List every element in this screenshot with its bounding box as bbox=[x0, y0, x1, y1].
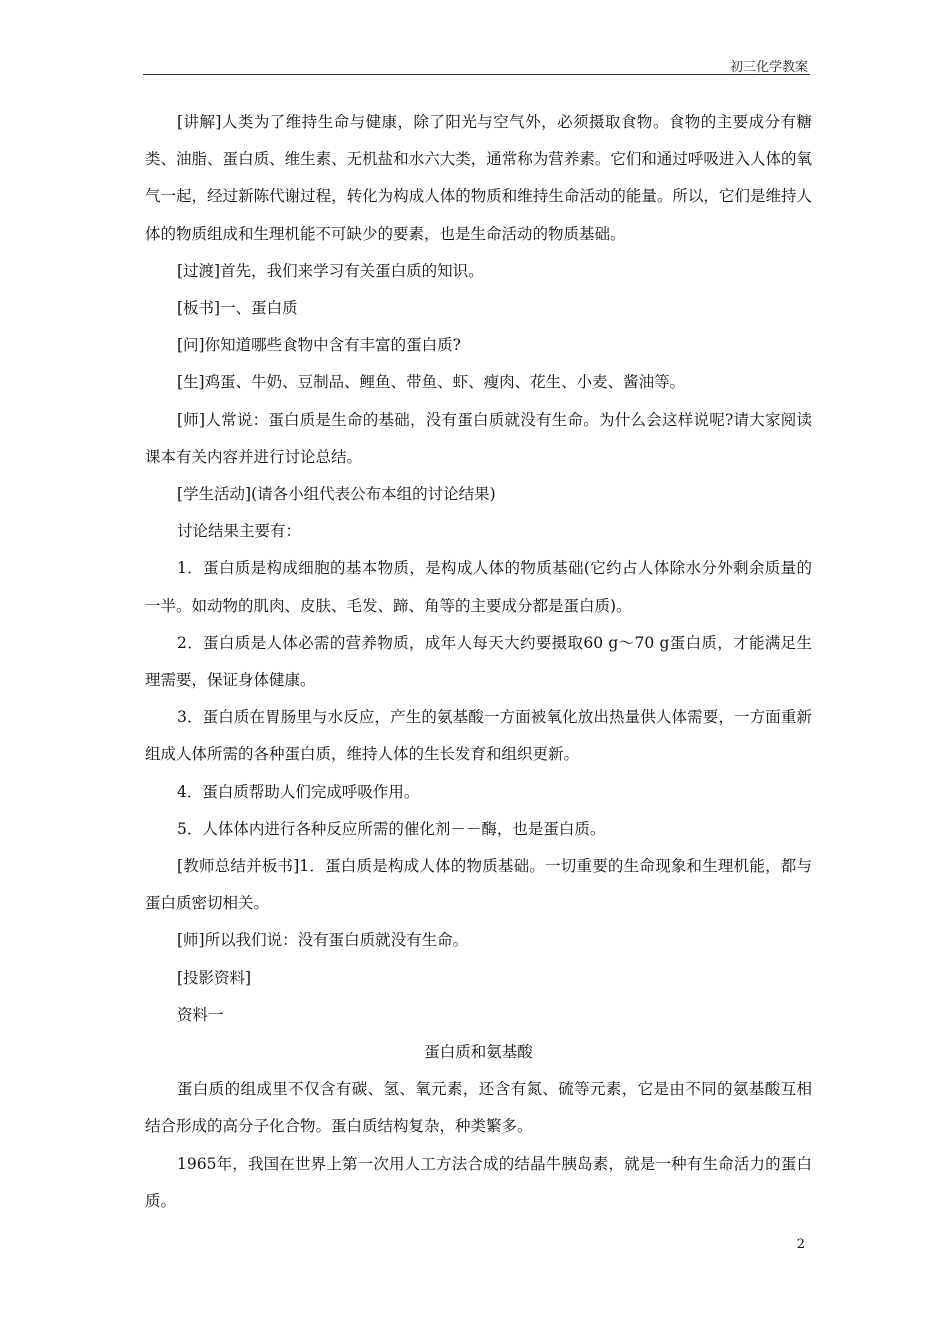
document-body bbox=[145, 104, 812, 1220]
paragraph-board-heading: [板书]一、蛋白质 bbox=[177, 299, 298, 318]
paragraph-teacher-summary: [教师总结并板书]1．蛋白质是构成人体的物质基础。一切重要的生命现象和生理机能，都与蛋白质密切相关。 bbox=[145, 857, 812, 913]
paragraph-projection: [投影资料] bbox=[177, 968, 252, 987]
paragraph-material-label: 资料一 bbox=[177, 1005, 224, 1024]
paragraph-teacher-prompt: [师]人常说：蛋白质是生命的基础，没有蛋白质就没有生命。为什么会这样说呢?请大家阅读课本有关内容并进行讨论总结。 bbox=[145, 410, 812, 466]
paragraph-material-history: 1965年，我国在世界上第一次用人工方法合成的结晶牛胰岛素，就是一种有生命活力的蛋白质。 bbox=[145, 1154, 812, 1210]
list-item-2: 2．蛋白质是人体必需的营养物质，成年人每天大约要摄取60 g～70 g蛋白质，才能满足生理需要，保证身体健康。 bbox=[145, 633, 812, 690]
page-number: 2 bbox=[796, 1237, 805, 1252]
paragraph-transition: [过渡]首先，我们来学习有关蛋白质的知识。 bbox=[177, 261, 484, 280]
list-item-4: 4．蛋白质帮助人们完成呼吸作用。 bbox=[177, 782, 420, 801]
paragraph-lecture: [讲解]人类为了维持生命与健康，除了阳光与空气外，必须摄取食物。食物的主要成分有糖类、油脂、蛋白质、维生素、无机盐和水六大类，通常称为营养素。它们和通过呼吸进入人体的氧气一起，经过新陈代谢过程，转化为构成人体的物质和维持生命活动的能量。所以，它们是维持人体的物质组成和生理机能不可缺少的要素，也是生命活动的物质基础。 bbox=[145, 113, 812, 243]
paragraph-question: [问]你知道哪些食物中含有丰富的蛋白质? bbox=[177, 336, 461, 355]
list-item-3: 3．蛋白质在胃肠里与水反应，产生的氨基酸一方面被氧化放出热量供人体需要，一方面重新组成人体所需的各种蛋白质，维持人体的生长发育和组织更新。 bbox=[145, 708, 812, 764]
paragraph-student-activity: [学生活动](请各小组代表公布本组的讨论结果) bbox=[177, 485, 496, 504]
paragraph-discussion-intro: 讨论结果主要有： bbox=[177, 522, 302, 541]
page-header-title: 初三化学教案 bbox=[729, 60, 808, 75]
paragraph-teacher-conclusion: [师]所以我们说：没有蛋白质就没有生命。 bbox=[177, 931, 469, 950]
paragraph-material-body: 蛋白质的组成里不仅含有碳、氢、氧元素，还含有氮、硫等元素，它是由不同的氨基酸互相结合形成的高分子化合物。蛋白质结构复杂，种类繁多。 bbox=[145, 1080, 812, 1136]
list-item-5: 5．人体体内进行各种反应所需的催化剂－－酶，也是蛋白质。 bbox=[177, 819, 606, 838]
paragraph-student-answer: [生]鸡蛋、牛奶、豆制品、鲤鱼、带鱼、虾、瘦肉、花生、小麦、酱油等。 bbox=[177, 373, 686, 392]
header-divider bbox=[143, 74, 810, 75]
list-item-1: 1．蛋白质是构成细胞的基本物质，是构成人体的物质基础(它约占人体除水分外剩余质量的一半。如动物的肌肉、皮肤、毛发、蹄、角等的主要成分都是蛋白质)。 bbox=[145, 559, 812, 615]
material-title: 蛋白质和氨基酸 bbox=[424, 1043, 533, 1062]
